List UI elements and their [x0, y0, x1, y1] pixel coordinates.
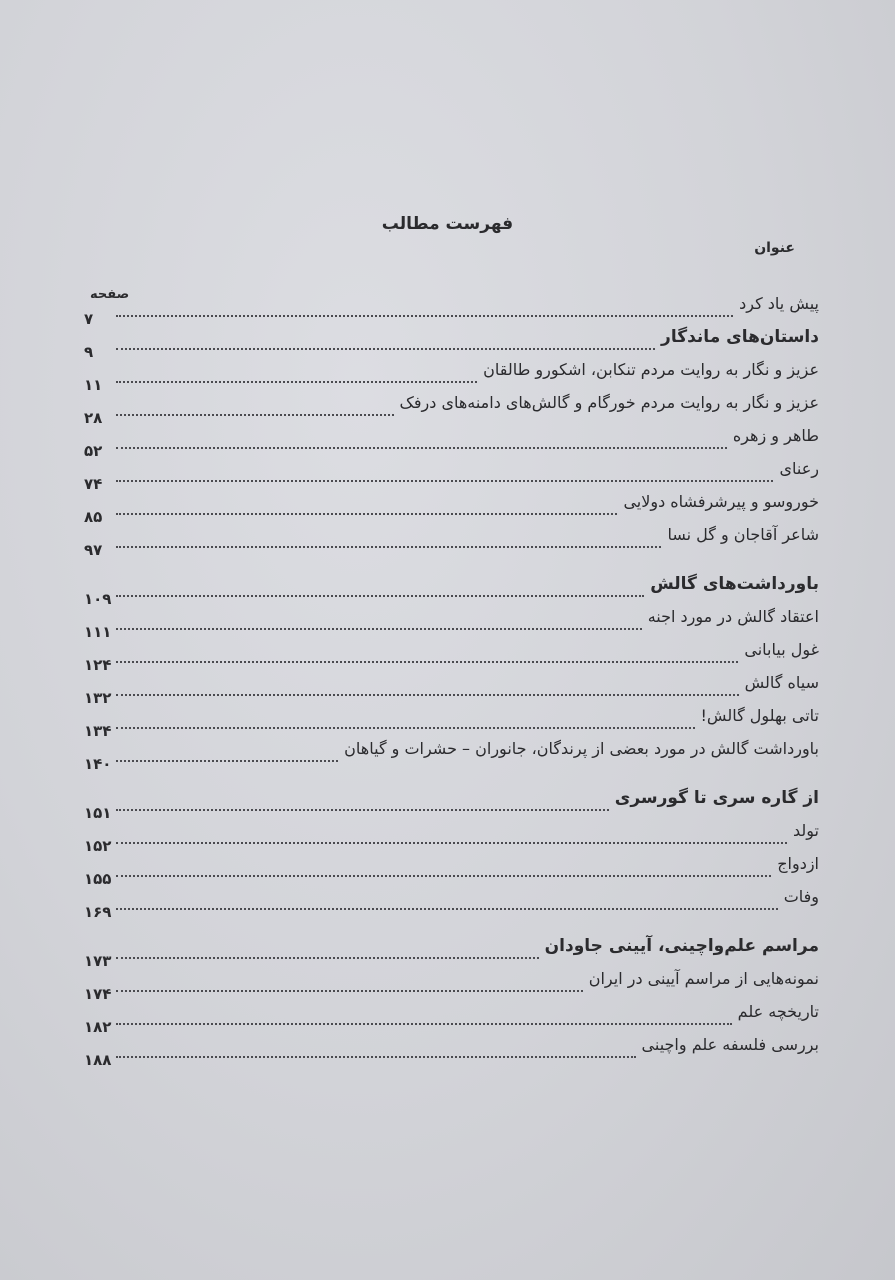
toc-entry-title: شاعر آقاجان و گل نسا	[667, 525, 819, 544]
dot-leader	[116, 809, 609, 811]
dot-leader	[116, 957, 539, 959]
toc-entry-title: طاهر و زهره	[732, 426, 819, 445]
toc-page-number: ۸۵	[84, 508, 103, 526]
toc-page-number: ۹	[84, 343, 94, 361]
toc-entry-title: غول بیابانی	[744, 640, 819, 659]
page-title: فهرست مطالب	[381, 214, 514, 234]
dot-leader	[116, 661, 738, 663]
toc-entry-title: خوروسو و پیرشرفشاه دولایی	[623, 492, 819, 511]
dot-leader	[116, 628, 642, 630]
toc-entry-row	[84, 880, 819, 921]
dot-leader	[116, 381, 477, 383]
toc-page-number: ۱۵۱	[84, 804, 112, 822]
toc-section-row	[84, 781, 819, 822]
toc-entry-row	[84, 814, 819, 855]
toc-section-title: باورداشت‌های گالش	[650, 573, 819, 594]
toc-entry-title: پیش یاد کرد	[739, 294, 819, 313]
dot-leader	[116, 447, 727, 449]
toc-page-number: ۱۵۵	[84, 870, 112, 888]
dot-leader	[116, 1056, 636, 1058]
toc-page-number: ۱۰۹	[84, 590, 112, 608]
toc-entry-row	[84, 419, 819, 460]
dot-leader	[116, 875, 771, 877]
toc-entry-row	[84, 386, 819, 427]
toc-section-title: مراسم علم‌واچینی، آیینی جاودان	[544, 935, 819, 956]
toc-entry-row	[84, 962, 819, 1003]
toc-entry-title: رعنای	[779, 459, 819, 478]
toc-entry-title: عزیز و نگار به روایت مردم تنکابن، اشکورو طالقان	[483, 360, 819, 379]
toc-section-title: از گاره سری تا گورسری	[614, 787, 819, 808]
toc-page-number: ۱۲۴	[84, 656, 112, 674]
dot-leader	[116, 348, 655, 350]
toc-entry-title: عزیز و نگار به روایت مردم خورگام و گالش‌های دامنه‌های درفک	[399, 393, 819, 412]
table-of-contents	[0, 287, 895, 1069]
toc-entry-title: ازدواج	[777, 854, 819, 873]
toc-section-title: داستان‌های ماندگار	[661, 326, 819, 347]
toc-page-number: ۱۷۳	[84, 952, 112, 970]
toc-entry-title: بررسی فلسفه علم واچینی	[641, 1035, 819, 1054]
toc-entry-title: تاریخچه علم	[737, 1002, 819, 1021]
toc-section-row	[84, 320, 819, 361]
dot-leader	[116, 595, 644, 597]
toc-entry-title: تولد	[793, 821, 819, 840]
toc-entry-title: باورداشت گالش در مورد بعضی از پرندگان، جانوران – حشرات و گیاهان	[344, 739, 819, 758]
toc-page-number: ۱۴۰	[84, 755, 112, 773]
toc-entry-title: تاتی بهلول گالش!	[700, 706, 819, 725]
dot-leader	[116, 315, 733, 317]
toc-entry-row	[84, 1028, 819, 1069]
toc-page-number: ۱۸۲	[84, 1018, 112, 1036]
toc-page-number: ۱۵۲	[84, 837, 112, 855]
toc-entry-row	[84, 666, 819, 707]
toc-page-number: ۷	[84, 310, 94, 328]
dot-leader	[116, 842, 787, 844]
dot-leader	[116, 990, 583, 992]
toc-entry-title: وفات	[783, 887, 819, 906]
toc-entry-row	[84, 485, 819, 526]
dot-leader	[116, 513, 617, 515]
toc-entry-row	[84, 847, 819, 888]
dot-leader	[116, 760, 338, 762]
toc-entry-row	[84, 287, 819, 328]
toc-page-number: ۱۶۹	[84, 903, 112, 921]
toc-page-number: ۵۲	[84, 442, 103, 460]
dot-leader	[116, 727, 695, 729]
toc-entry-row	[84, 633, 819, 674]
toc-page-number: ۱۱	[84, 376, 103, 394]
toc-page-number: ۱۳۲	[84, 689, 112, 707]
toc-section-row	[84, 567, 819, 608]
dot-leader	[116, 414, 394, 416]
toc-page-number: ۱۷۴	[84, 985, 112, 1003]
toc-page-number: ۷۴	[84, 475, 103, 493]
dot-leader	[116, 908, 778, 910]
toc-entry-row	[84, 518, 819, 559]
toc-entry-row	[84, 353, 819, 394]
column-header-page: صفحه	[90, 287, 130, 302]
toc-page-number: ۱۱۱	[84, 623, 112, 641]
toc-page-number: ۱۳۴	[84, 722, 112, 740]
toc-page-number: ۱۸۸	[84, 1051, 112, 1069]
toc-entry-row	[84, 452, 819, 493]
toc-entry-title: اعتقاد گالش در مورد اجنه	[647, 607, 819, 626]
toc-entry-title: نمونه‌هایی از مراسم آیینی در ایران	[588, 969, 819, 988]
toc-entry-row	[84, 732, 819, 773]
dot-leader	[116, 1023, 732, 1025]
dot-leader	[116, 480, 773, 482]
toc-entry-title: سیاه گالش	[744, 673, 819, 692]
toc-section-row	[84, 929, 819, 970]
toc-entry-row	[84, 995, 819, 1036]
dot-leader	[116, 546, 661, 548]
dot-leader	[116, 694, 739, 696]
toc-entry-row	[84, 699, 819, 740]
toc-page-number: ۹۷	[84, 541, 103, 559]
toc-page-number: ۲۸	[84, 409, 103, 427]
column-header-title: عنوان	[754, 240, 795, 256]
toc-entry-row	[84, 600, 819, 641]
